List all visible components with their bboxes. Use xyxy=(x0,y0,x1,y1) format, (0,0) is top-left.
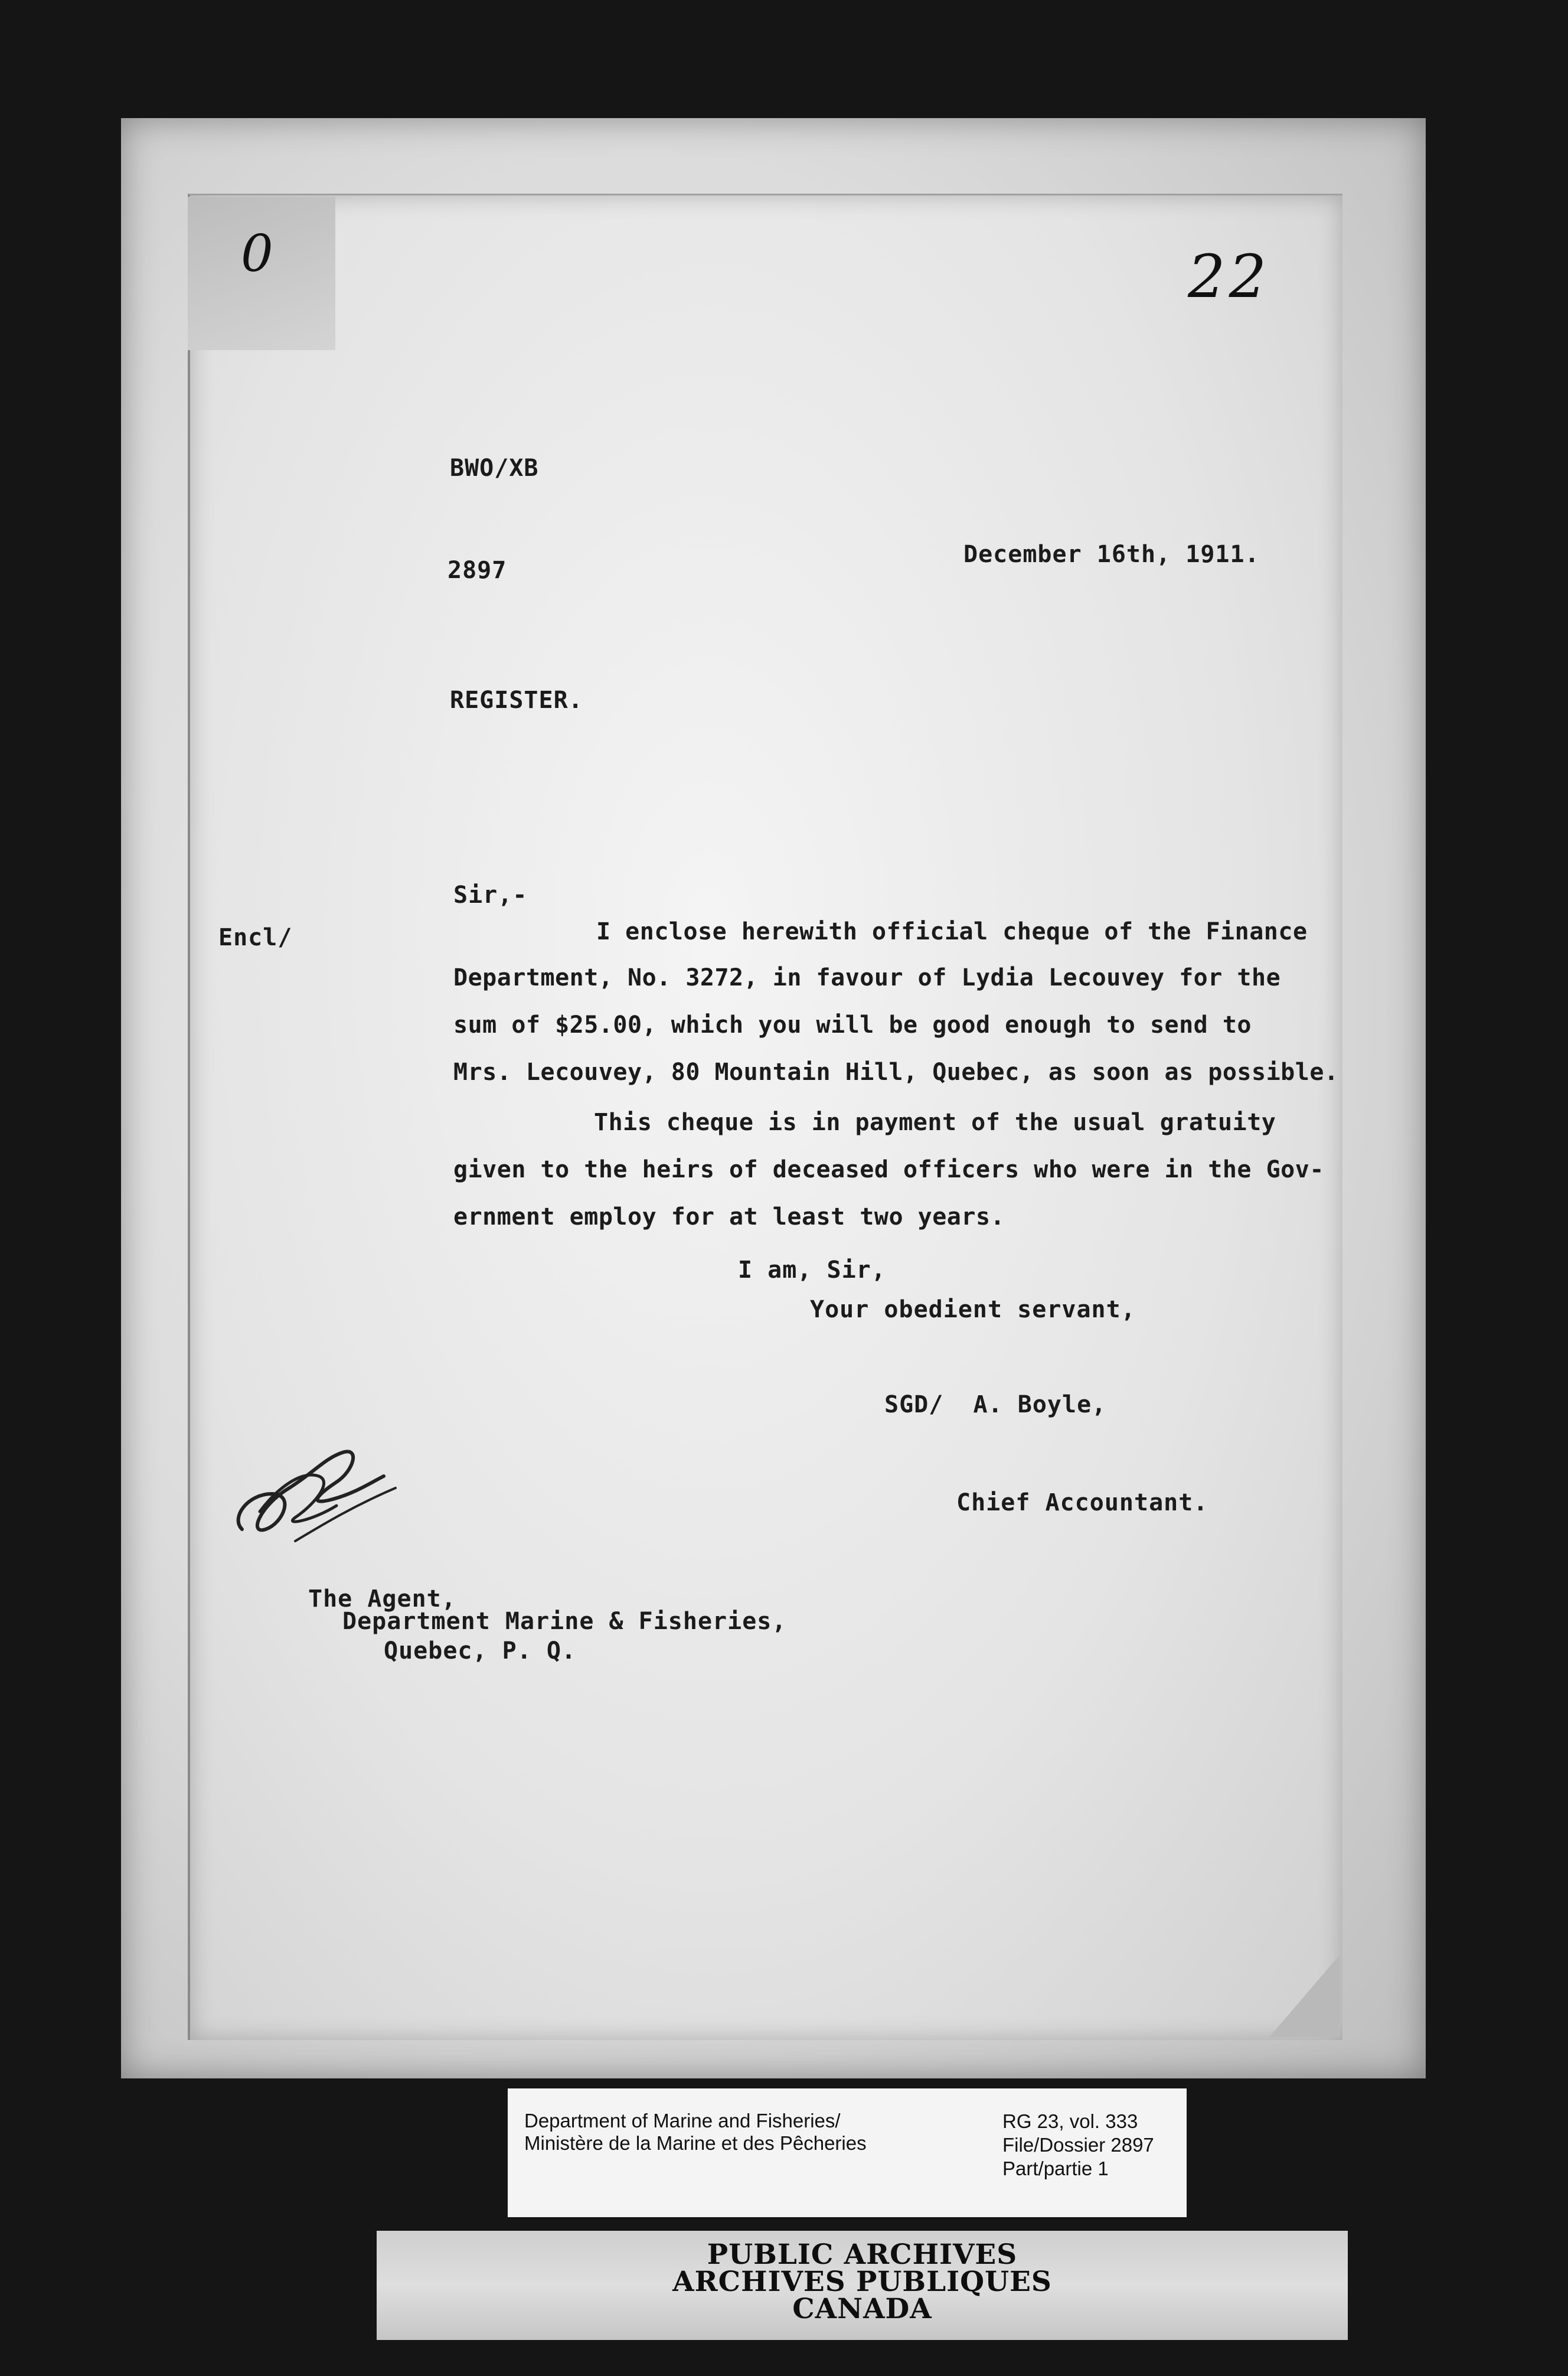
stamp-line: CANADA xyxy=(792,2293,932,2325)
stamp-line: ARCHIVES PUBLIQUES xyxy=(672,2266,1052,2298)
closing-line: I am, Sir, xyxy=(738,1256,886,1284)
body-line: ernment employ for at least two years. xyxy=(453,1203,1005,1231)
body-line: given to the heirs of deceased officers who were in the Gov- xyxy=(453,1156,1324,1183)
body-line: I enclose herewith official cheque of the Finance xyxy=(596,918,1308,945)
signature-line: SGD/ A. Boyle, xyxy=(884,1391,1107,1418)
department-fr: Ministère de la Marine et des Pêcheries xyxy=(524,2132,867,2154)
initials-scribble xyxy=(224,1417,401,1553)
salutation: Sir,- xyxy=(453,882,528,909)
body-line: Mrs. Lecouvey, 80 Mountain Hill, Quebec, as soon as possible. xyxy=(453,1059,1339,1086)
department-en: Department of Marine and Fisheries/ xyxy=(524,2110,841,2132)
register-note: REGISTER. xyxy=(450,687,583,714)
page-curl xyxy=(1269,1954,1340,2037)
page-number: 22 xyxy=(1188,242,1270,311)
signatory-title: Chief Accountant. xyxy=(956,1489,1208,1516)
archive-label xyxy=(508,2088,1187,2217)
addressee-line: Department Marine & Fisheries, xyxy=(342,1608,787,1635)
part-number: Part/partie 1 xyxy=(1002,2158,1109,2179)
file-reference: File/Dossier 2897 xyxy=(1002,2134,1154,2156)
body-line: Department, No. 3272, in favour of Lydia Lecouvey for the xyxy=(453,964,1281,991)
addressee-line: Quebec, P. Q. xyxy=(384,1637,577,1664)
enclosure-note: Encl/ xyxy=(218,924,293,951)
stamp-line: PUBLIC ARCHIVES xyxy=(707,2238,1018,2271)
corner-mark: 0 xyxy=(241,224,273,283)
letter-date: December 16th, 1911. xyxy=(963,541,1260,568)
archives-stamp xyxy=(377,2231,1348,2340)
reference-code: BWO/XB xyxy=(450,455,539,482)
body-line: sum of $25.00, which you will be good enough to send to xyxy=(453,1011,1252,1039)
body-line: This cheque is in payment of the usual gratuity xyxy=(594,1109,1276,1136)
file-number: 2897 xyxy=(447,557,507,584)
record-group: RG 23, vol. 333 xyxy=(1002,2110,1138,2132)
closing-line: Your obedient servant, xyxy=(810,1296,1136,1323)
addressee-line: The Agent, xyxy=(308,1585,456,1613)
